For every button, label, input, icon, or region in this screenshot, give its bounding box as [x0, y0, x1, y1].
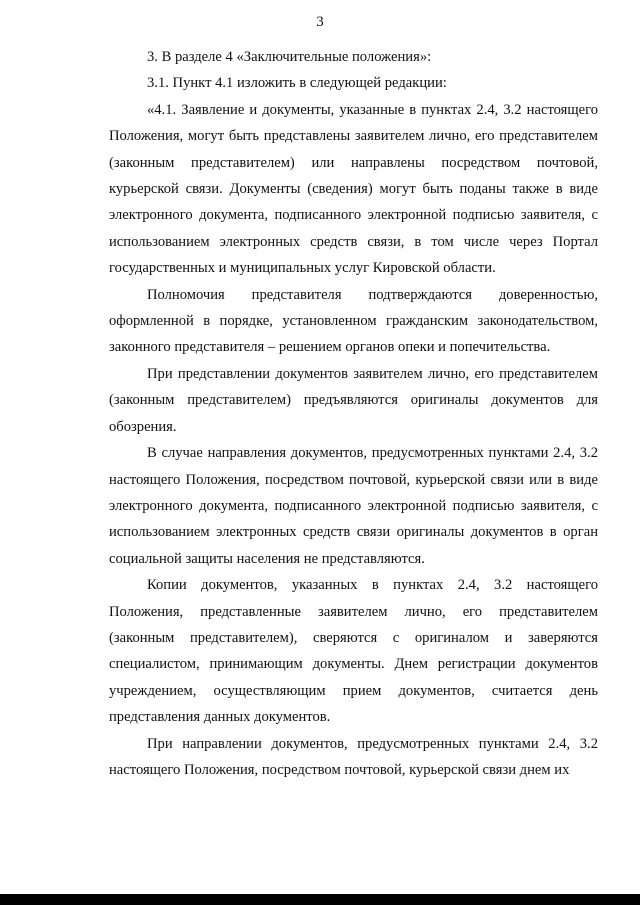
page-number: 3 [316, 14, 324, 30]
paragraph-authority: Полномочия представителя подтверждаются доверенностью, оформленной в порядке, установленном гражданским законодательством, законного представителя – решением органов опеки и попечительства. [109, 286, 598, 356]
scan-bottom-edge [0, 894, 640, 905]
amendment-instruction: 3.1. Пункт 4.1 изложить в следующей редакции: [147, 75, 447, 92]
paragraph-originals: При представлении документов заявителем лично, его представителем (законным представителем) предъявляются оригиналы документов для обозрения. [109, 365, 598, 435]
section-heading: 3. В разделе 4 «Заключительные положения»: [147, 49, 432, 65]
paragraph-copies: Копии документов, указанных в пунктах 2.4, 3.2 настоящего Положения, представленные заявителем лично, его представителем (законным представителем), сверяются с оригиналом и заверяются специалистом, принимающим документы. Днем регистрации документов учреждением, осуществляющим прием документов, считается день представления данных документов. [109, 577, 598, 726]
paragraph-4-1: «4.1. Заявление и документы, указанные в пунктах 2.4, 3.2 настоящего Положения, могут быть представлены заявителем лично, его представителем (законным представителем) или направлены посредством почтовой, курьерской связи. Документы (сведения) могут быть поданы также в виде электронного документа, подписанного электронной подписью заявителя, с использованием электронных средств связи, в том числе через Портал государственных и муниципальных услуг Кировской области. [109, 101, 598, 277]
paragraph-postal: В случае направления документов, предусмотренных пунктами 2.4, 3.2 настоящего Положения, посредством почтовой, курьерской связи или в виде электронного документа, подписанного электронной подписью заявителя, с использованием электронных средств связи оригиналы документов в орган социальной защиты населения не представляются. [109, 445, 598, 567]
paragraph-registration: При направлении документов, предусмотренных пунктами 2.4, 3.2 настоящего Положения, посредством почтовой, курьерской связи днем их [109, 735, 598, 778]
document-body [109, 44, 598, 783]
